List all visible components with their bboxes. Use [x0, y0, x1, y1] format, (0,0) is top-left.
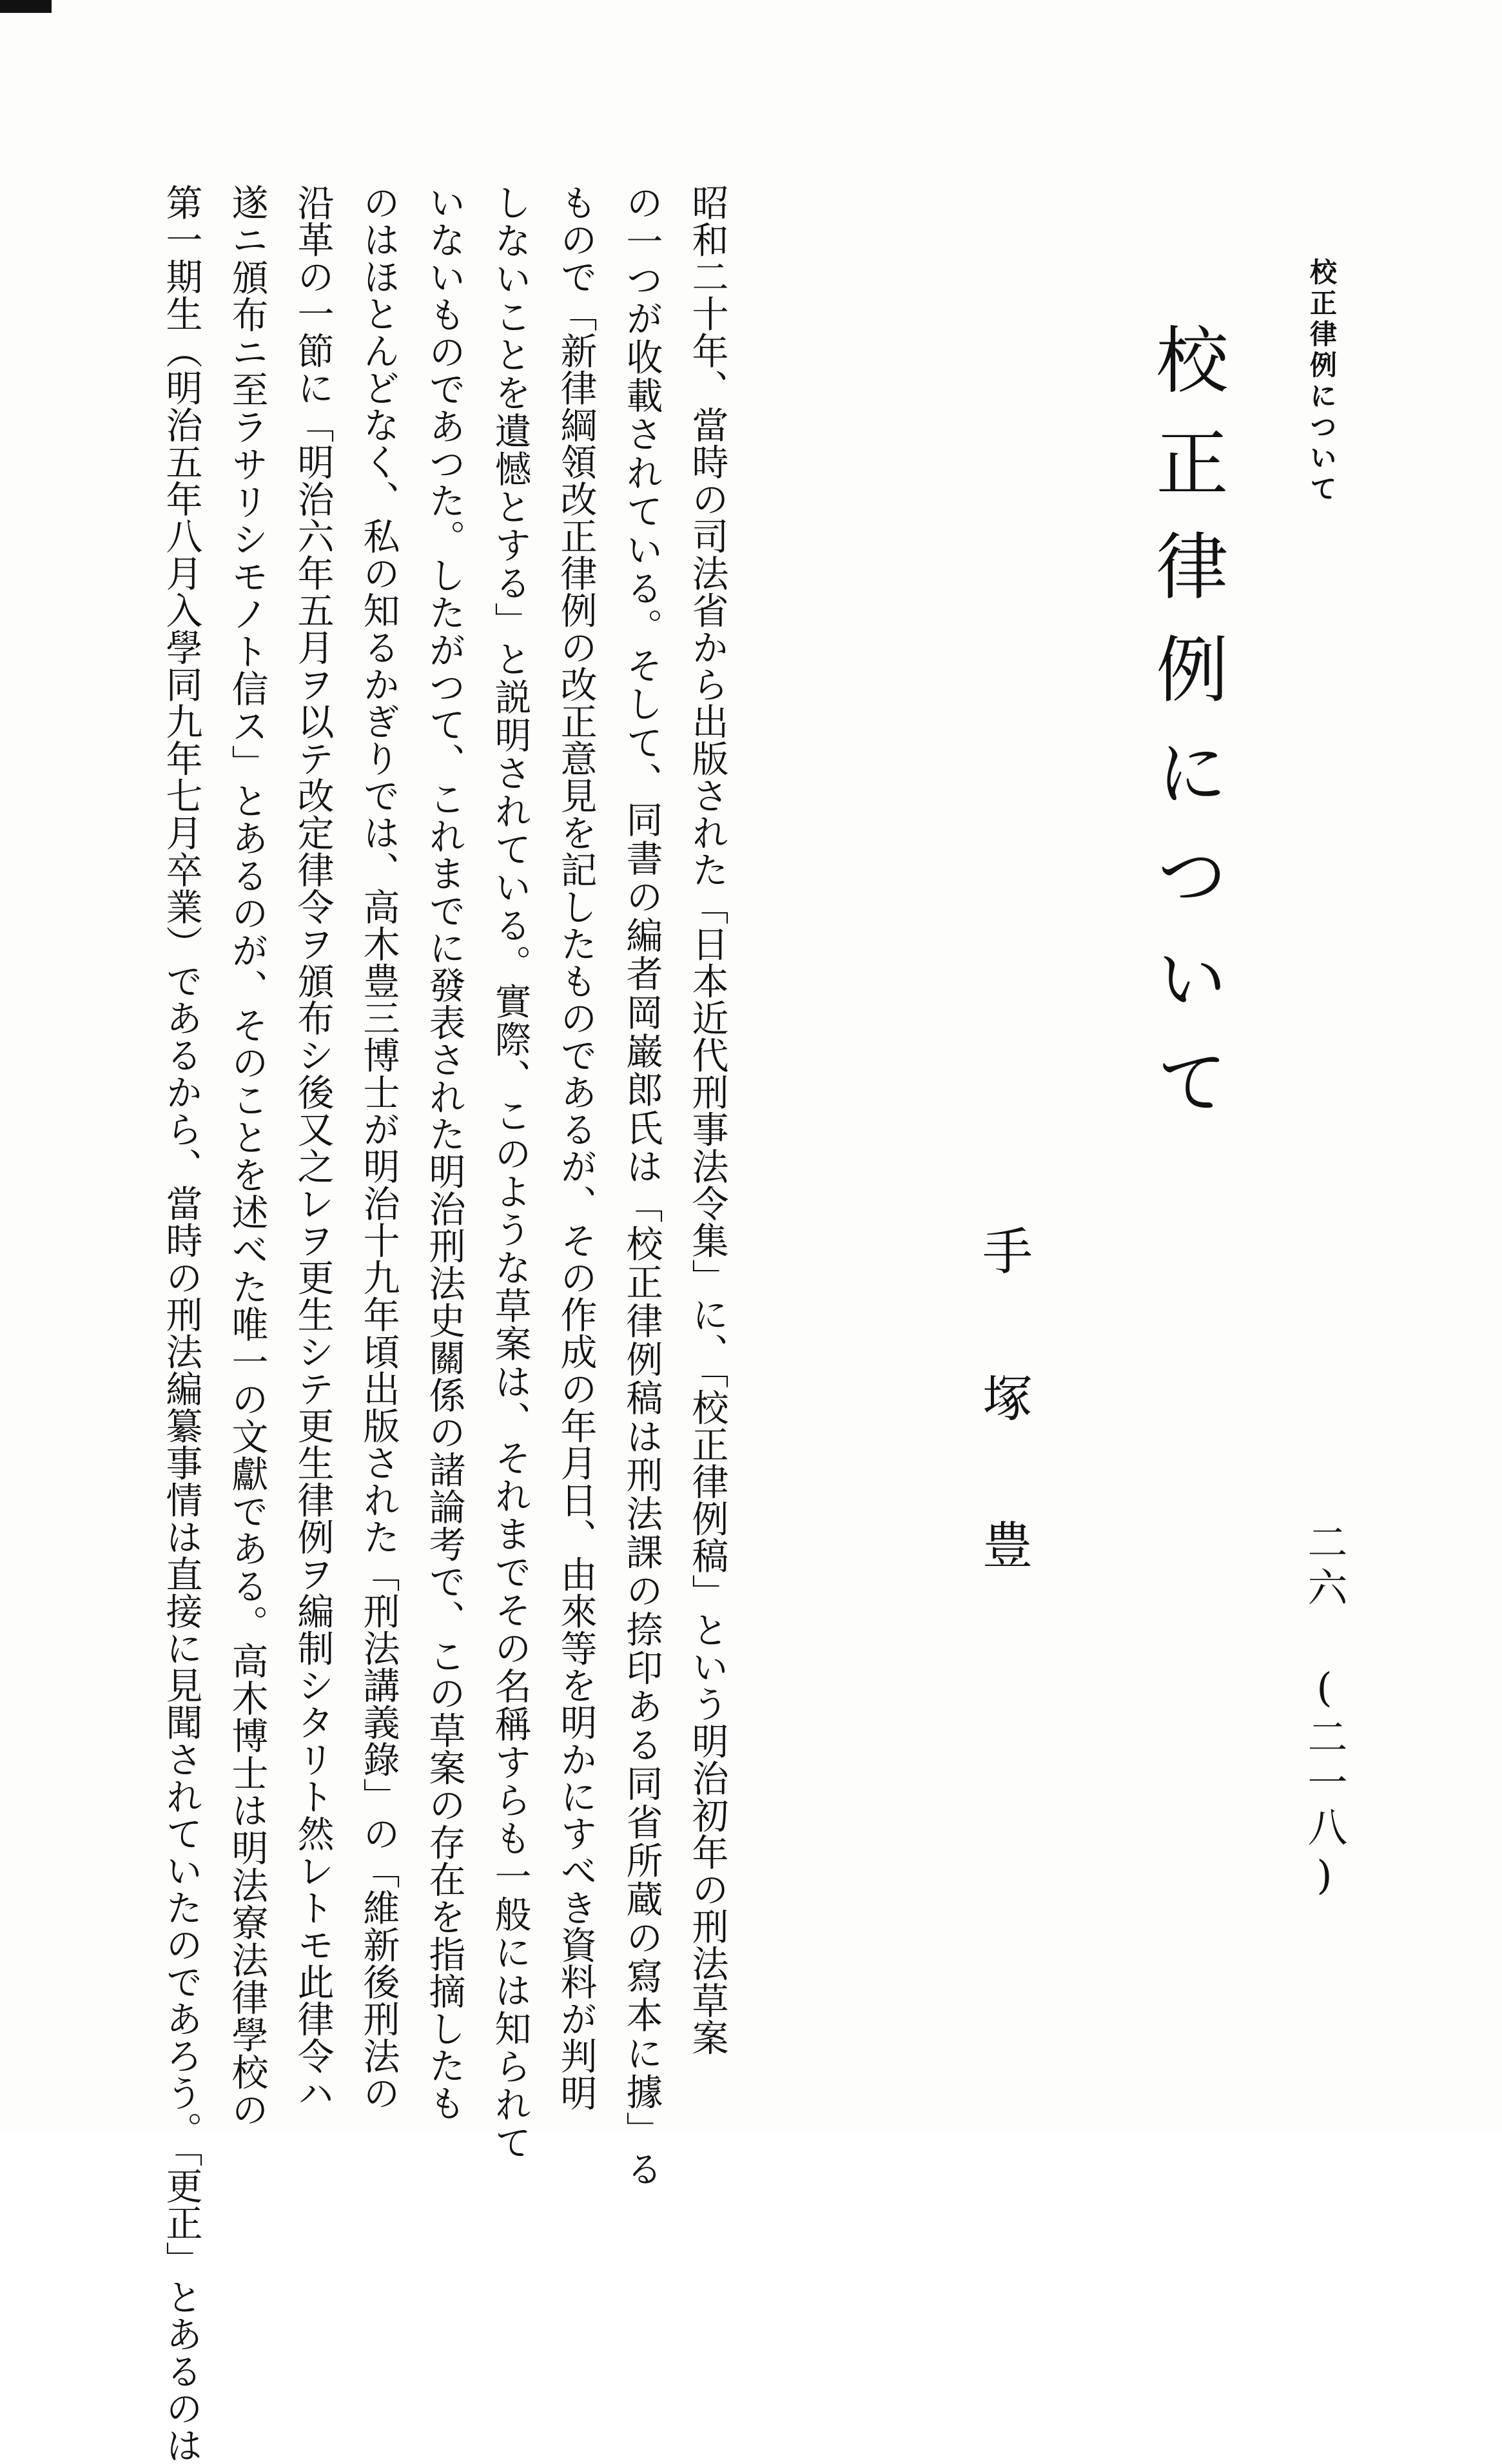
body-column: 沿革の一節に「明治六年五月ヲ以テ改定律令ヲ頒布シ後又之レヲ更生シテ更生律例ヲ編制シタリト然レトモ此律令ハ: [291, 184, 334, 2111]
page-number: 二六 (二一八): [1301, 1521, 1348, 1904]
running-head: 校正律例について: [1306, 258, 1338, 505]
body-column: いないものであつた。したがつて、これまでに發表された明治刑法史關係の諸論考で、この草案の存在を指摘したも: [423, 184, 465, 2122]
author-name: 手塚豊: [974, 1225, 1032, 1666]
body-column: 遂ニ頒布ニ至ラサリシモノト信ス」とあるのが、そのことを述べた唯一の文獻である。高木博士は明法寮法律學校の: [226, 184, 268, 2128]
body-column: 昭和二十年、當時の司法省から出版された「日本近代刑事法令集」に、「校正律例稿」という明治初年の刑法草案: [686, 184, 728, 2056]
body-column: の一つが收載されている。そして、同書の編者岡巌郎氏は「校正律例稿は刑法課の捺印ある同省所蔵の寫本に據」る: [620, 184, 663, 2189]
section-number-mark: [0, 0, 52, 13]
article-title: 校正律例について: [1144, 322, 1228, 1148]
body-text: [148, 184, 740, 2464]
body-column: 第一期生（明治五年八月入學同九年七月卒業）であるから、當時の刑法編纂事情は直接に見聞されていたのであろう。「更正」とあるのは: [160, 184, 202, 2464]
body-column: しないことを遺憾とする」と説明されている。實際、このような草案は、それまでその名稱すらも一般には知られて: [489, 184, 531, 2162]
body-column: のはほとんどなく、私の知るかぎりでは、高木豊三博士が明治十九年頃出版された「刑法講義錄」の「維新後刑法の: [357, 184, 400, 2111]
body-column: もので「新律綱領改正律例の改正意見を記したものであるが、その作成の年月日、由來等を明かにすべき資料が判明: [554, 184, 597, 2111]
